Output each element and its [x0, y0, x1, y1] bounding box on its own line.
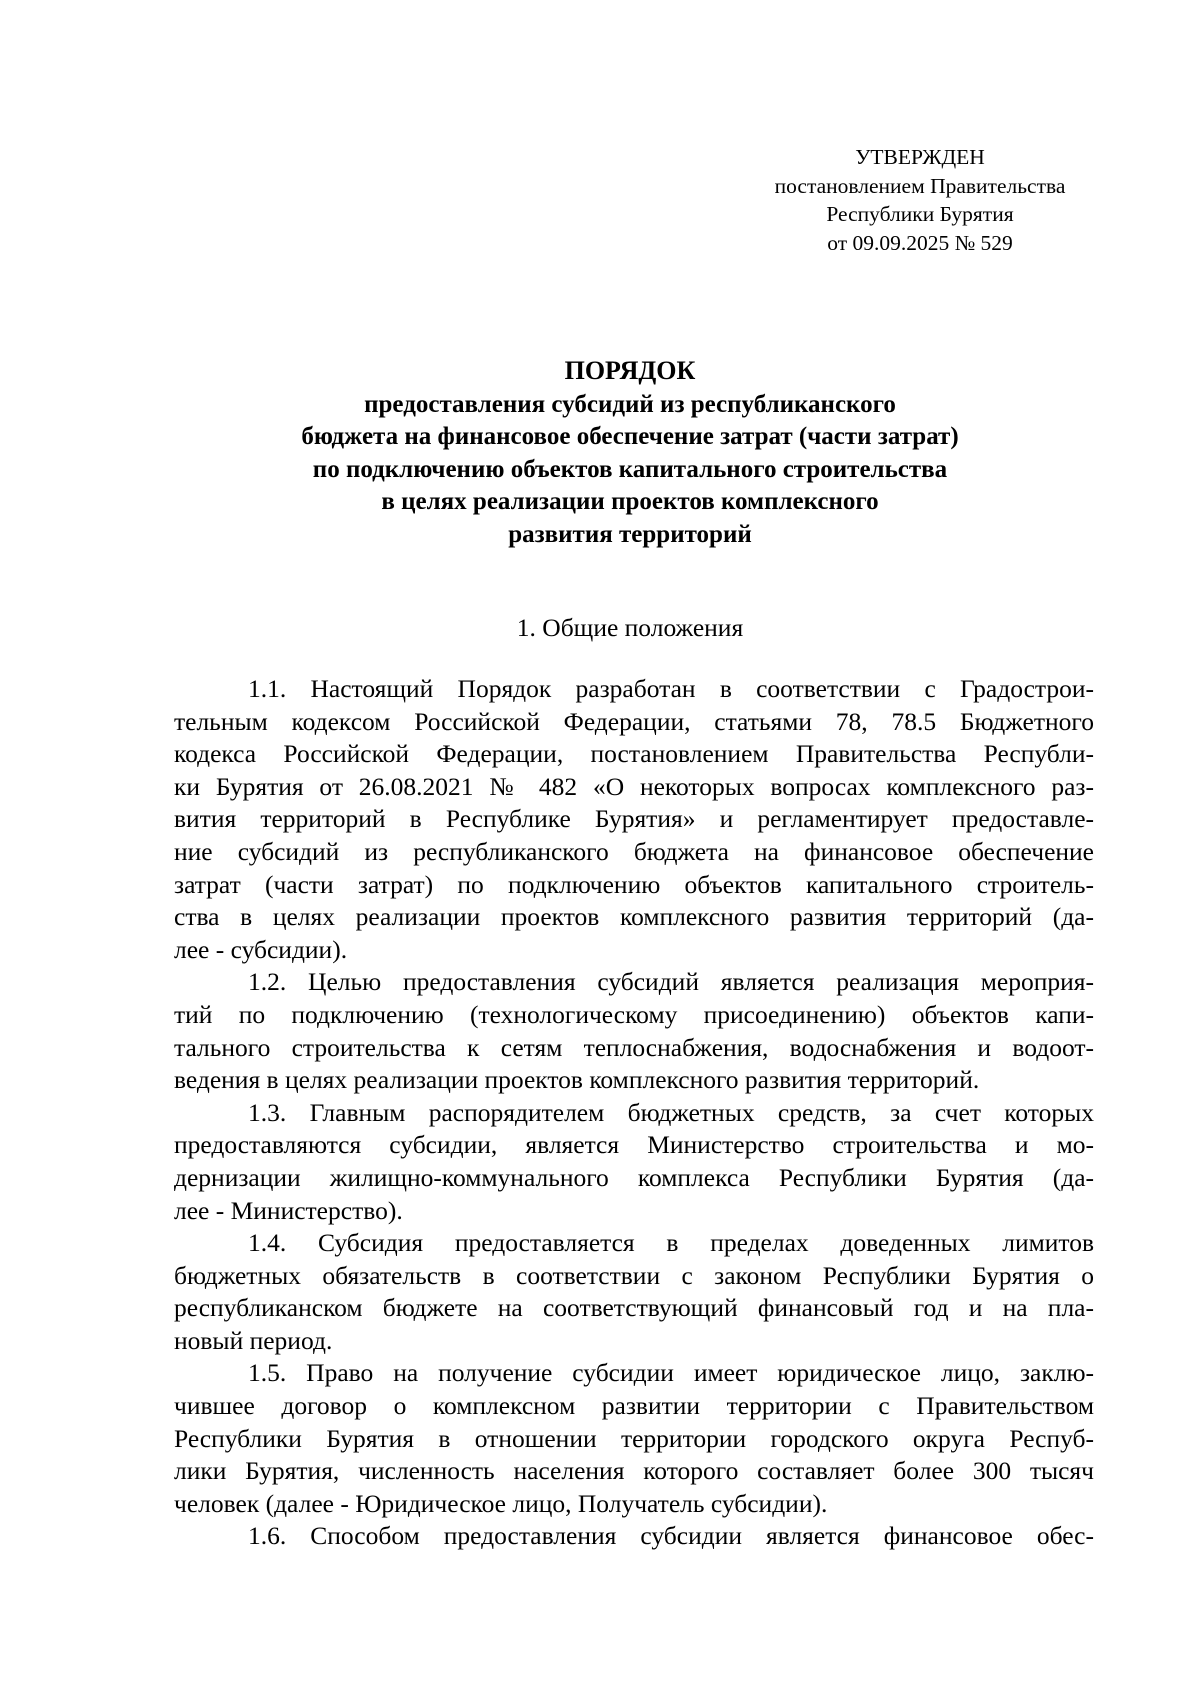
section-heading: 1. Общие положения [516, 613, 744, 642]
text-line: человек (далее - Юридическое лицо, Получатель субсидии). [174, 1488, 828, 1518]
approval-line: Республики Бурятия [826, 202, 1014, 226]
text-line: 1.5. Право на получение субсидии имеет юридическое лицо, заклю- [248, 1358, 1094, 1388]
text-line: ведения в целях реализации проектов комплексного развития территорий. [174, 1065, 980, 1095]
approval-line: УТВЕРЖДЕН [855, 145, 985, 169]
text-line: новый период. [174, 1325, 333, 1355]
text-line: вития территорий в Республике Бурятия» и регламентирует предоставле- [174, 804, 1094, 834]
text-line: предоставляются субсидии, является Министерство строительства и мо- [174, 1130, 1094, 1160]
text-line: ки Бурятия от 26.08.2021 № 482 «О некоторых вопросах комплексного раз- [174, 771, 1094, 801]
paragraph-1-1 [174, 673, 1094, 966]
text-line: бюджетных обязательств в соответствии с законом Республики Бурятия о [174, 1260, 1094, 1290]
text-line: 1.6. Способом предоставления субсидии является финансовое обес- [248, 1521, 1094, 1551]
text-line: 1.4. Субсидия предоставляется в пределах доведенных лимитов [248, 1228, 1094, 1258]
approval-line: от 09.09.2025 № 529 [827, 230, 1013, 255]
title-main: ПОРЯДОК [564, 356, 696, 385]
text-line: Республики Бурятия в отношении территории городского округа Респуб- [174, 1423, 1094, 1453]
text-line: лее - Министерство). [174, 1195, 403, 1225]
text-line: лее - субсидии). [174, 934, 348, 964]
title-line: по подключению объектов капитального строительства [312, 455, 948, 483]
text-line: кодекса Российской Федерации, постановлением Правительства Республи- [174, 739, 1094, 769]
paragraph-1-5 [174, 1357, 1094, 1520]
text-line: тального строительства к сетям теплоснабжения, водоснабжения и водоот- [174, 1032, 1094, 1062]
title-line: развития территорий [508, 520, 752, 548]
text-line: затрат (части затрат) по подключению объектов капитального строитель- [174, 869, 1094, 899]
text-line: тий по подключению (технологическому присоединению) объектов капи- [174, 999, 1094, 1029]
text-line: дернизации жилищно-коммунального комплекса Республики Бурятия (да- [174, 1162, 1094, 1192]
text-line: 1.3. Главным распорядителем бюджетных средств, за счет которых [248, 1097, 1094, 1127]
text-line: 1.1. Настоящий Порядок разработан в соответствии с Градострои- [248, 674, 1094, 703]
text-line: тельным кодексом Российской Федерации, статьями 78, 78.5 Бюджетного [174, 706, 1094, 736]
title-line: предоставления субсидий из республиканского [364, 390, 896, 418]
title-line: в целях реализации проектов комплексного [381, 488, 879, 515]
approval-line: постановлением Правительства [774, 173, 1066, 198]
text-line: лики Бурятия, численность населения которого составляет более 300 тысяч [174, 1456, 1094, 1486]
document-body [174, 673, 1094, 1553]
paragraph-1-3 [174, 1097, 1094, 1227]
paragraph-1-2 [174, 966, 1094, 1096]
text-line: ние субсидий из республиканского бюджета на финансовое обеспечение [174, 836, 1094, 866]
text-line: чившее договор о комплексном развитии территории с Правительством [174, 1391, 1094, 1421]
paragraph-1-6 [174, 1520, 1094, 1553]
text-line: республиканском бюджете на соответствующий финансовый год и на пла- [174, 1293, 1094, 1323]
document-title [200, 355, 1060, 551]
approval-stamp-block [740, 143, 1100, 257]
title-line: бюджета на финансовое обеспечение затрат (части затрат) [301, 423, 959, 450]
paragraph-1-4 [174, 1227, 1094, 1357]
text-line: 1.2. Целью предоставления субсидий является реализация мероприя- [248, 967, 1094, 997]
text-line: ства в целях реализации проектов комплексного развития территорий (да- [174, 902, 1094, 932]
